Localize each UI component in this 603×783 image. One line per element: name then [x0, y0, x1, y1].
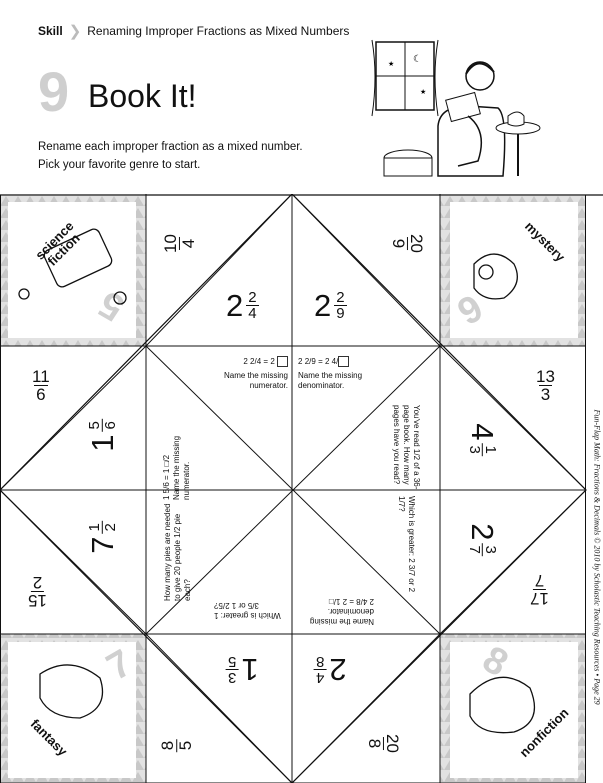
svg-text:★: ★	[388, 61, 395, 68]
fraction-left-top: $\frac{11}{6}$	[32, 367, 50, 404]
fraction-top-right: 20 9	[388, 234, 426, 253]
skill-breadcrumb	[38, 22, 349, 40]
activity-number: 9	[38, 60, 70, 123]
svg-text:7: 7	[99, 641, 140, 689]
mixed-right-top: 4 1 3	[464, 423, 500, 454]
svg-text:★: ★	[420, 89, 427, 96]
answer-box	[338, 356, 349, 367]
skill-topic: Renaming Improper Fractions as Mixed Numbers	[87, 24, 350, 38]
question-top-left: 2 2/4 = 2 Name the missing numerator.	[223, 356, 288, 390]
svg-text:6: 6	[449, 285, 490, 333]
fortune-teller-foldout	[0, 194, 603, 783]
fraction-bottom-left: 8 5	[158, 740, 196, 751]
genre-nonfiction[interactable]: nonfiction	[516, 704, 572, 761]
credit-strip	[592, 410, 602, 770]
svg-text:8: 8	[475, 638, 515, 686]
fraction-right-top: $\frac{13}{3}$	[536, 367, 555, 404]
skill-label: Skill	[38, 24, 63, 38]
fraction-left-bottom: 15 2	[28, 573, 47, 610]
question-left-bottom: How many pies are needed to give 20 people 1/2 pie each?	[163, 503, 192, 601]
mixed-top-right: 2 $\frac{2}{9}$	[314, 288, 345, 323]
page-title: Book It!	[88, 78, 197, 114]
mixed-top-left: 2 $\frac{2}{4}$	[226, 288, 257, 323]
mixed-right-bottom: 2 3 7	[464, 523, 500, 554]
instructions: Rename each improper fraction as a mixed number. Pick your favorite genre to start.	[38, 141, 303, 171]
svg-text:☾: ☾	[413, 54, 422, 65]
fraction-bottom-right: 20 8	[364, 734, 402, 753]
genre-fantasy[interactable]: fantasy	[27, 716, 71, 759]
mixed-left-bottom: 7 1 2	[84, 523, 120, 554]
reading-child-illustration	[368, 36, 548, 186]
svg-text:5: 5	[92, 282, 132, 329]
mixed-bottom-right: 2 4 8	[316, 652, 347, 687]
genre-science-fiction[interactable]: science fiction	[32, 218, 83, 269]
genre-mystery[interactable]: mystery	[522, 218, 568, 265]
question-bottom-right: Name the missing denominator. 2 4/8 = 2 1/□	[309, 597, 374, 626]
mixed-left-top: 1 5 6	[84, 421, 120, 452]
credit-text: Fun-Flap Math: Fractions & Decimals © 2010 by Scholastic Teaching Resources • Page 29	[592, 409, 602, 705]
mixed-bottom-left: 1 3 5	[228, 652, 259, 687]
question-right-top: You've read 1/2 of a 36-page book. How many pages have you read?	[392, 405, 421, 490]
question-right-bottom: Which is greater: 2 3/7 or 2 1/7?	[397, 496, 416, 593]
answer-box	[277, 356, 288, 367]
question-left-top: 1 5/6 = 1 □/2 Name the missing numerator.	[162, 435, 191, 500]
fraction-right-bottom: 17 7	[530, 571, 549, 608]
question-bottom-left: Which is greater: 1 3/5 or 1 2/5?	[214, 601, 281, 620]
chevron-right-icon: ❯	[68, 23, 82, 40]
question-top-right: 2 2/9 = 2 4/ Name the missing denominator.	[298, 356, 363, 390]
fraction-top-left: 10 4	[160, 234, 198, 253]
